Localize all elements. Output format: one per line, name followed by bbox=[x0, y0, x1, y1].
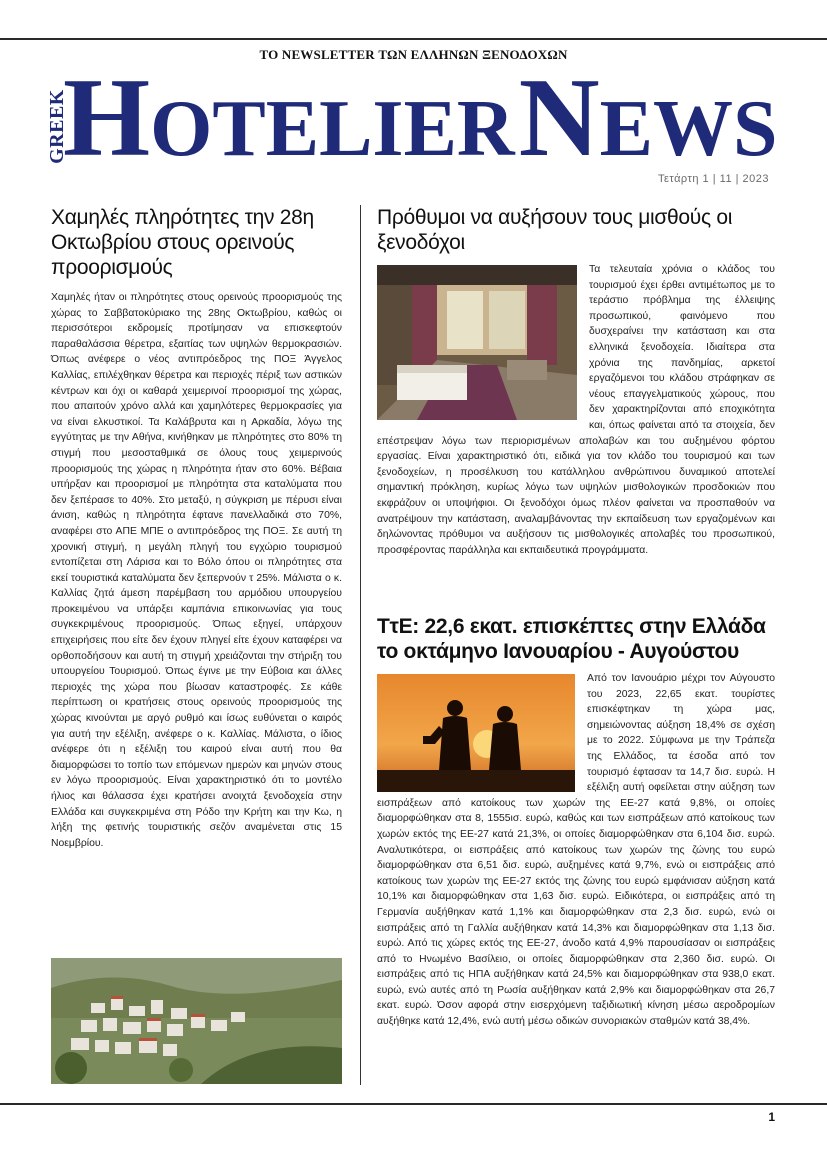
masthead: HOTELIER NEWS bbox=[63, 56, 778, 180]
article1-body: Χαμηλές ήταν οι πληρότητες στους ορεινούς προορισμούς της χώρας το Σαββατοκύριακο της 28ης Οκτωβρίου, καθώς οι περισσότεροι εκδρομείς προτίμησαν να επισκεφτούν παραθαλάσσια θέρετρα, εξαιτίας των υψηλών θερμοκρασιών. Όπως ανέφερε ο νέος αντιπρόεδρος της ΠΟΞ Άγγελος Καλλίας, επιλέχθηκαν θέρετρα και περιοχές πέριξ των αστικών κέντρων και όχι οι καθαρά χειμερινοί προορισμοί της χώρας, που απαιτούν χρόνο αλλά και χαμηλότερες θερμοκρασίες για να είναι ελκυστικοί. Τα Καλάβρυτα και η Αρκαδία, λόγω της εγγύτητας με την Αθήνα, κινήθηκαν με πληρότητες στο 80% τη στιγμή που μεσοσταθμικά σε όλους τους χειμερινούς προορισμούς της χώρας η πληρότητα ήταν στο 60%. Βέβαια υπήρξαν και προορισμοί με πληρότητα στα καταλύματα που δεν ξεπέρασε το 40%. Στο μεταξύ, η σύγκριση με πέρυσι είναι άνιση, καθώς η πληρότητα έφτανε πανελλαδικά στο 70%, αναφέρει στο ΑΠΕ ΜΠΕ ο αντιπρόεδρος της ΠΟΞ. Σε αυτή τη χρονική στιγμή, η μεγάλη πληγή του εγχώριο τουρισμού εντοπίζεται στη Λάρισα και το Βόλο όπου οι πληρότητες στα εκεί τουριστικά καταλύματα δεν ξεπερνούν τ 25%. Μάλιστα ο κ. Καλλίας ζητά άμεση παρέμβαση του αρμόδιου υπουργείου προκειμένου να υπάρξει καμπάνια επικοινωνίας για τους συγκεκριμένους προορισμούς. Όπως εξηγεί, υπάρχουν επιχειρήσεις που είτε δεν έχουν πληγεί είτε έχουν καταφέρει να ορθοποδήσουν και αυτή τη στιγμή χρειάζονται την στήριξη του υπουργείου Τουρισμού. Όπως έγινε με την Εύβοια και άλλες περιοχές της χώρα που βίωσαν καταστροφές. Σε κάθε περίπτωση οι κρατήσεις στους ορεινούς προορισμούς της χώρας κινούνται με αργό ρυθμό και ίσως ευθύνεται ο καιρός για αυτή την εξέλιξη, ανέφερε ο κ. Καλλίας. Μάλιστα, ο ίδιος ανέφερε ότι η εξέλιξη του καιρού είναι αυτή που θα διαμορφώσει το τοπίο των επόμενων ημερών και μηνών στους εν λόγω προορισμούς. Είναι χαρακτηριστικό ότι το μοντέλο ήλιος και θάλασσα έχει κρατήσει ανοιχτά ξενοδοχεία στην Ελλάδα και συγκεκριμένα στη Ρόδο την Κρήτη και την Κω, η λήξη της φετινής τουριστικής σεζόν αναμένεται στις 15 Νοεμβρίου. bbox=[51, 292, 342, 849]
column-divider bbox=[360, 205, 361, 1085]
article2-title: Πρόθυμοι να αυξήσουν τους μισθούς οι ξενοδόχοι bbox=[377, 206, 733, 254]
article-salaries bbox=[377, 205, 775, 255]
masthead-greek: GREEK bbox=[45, 89, 68, 164]
issue-date: Τετάρτη 1 | 11 | 2023 bbox=[657, 173, 769, 185]
article2-body: Τα τελευταία χρόνια ο κλάδος του τουρισμού έχει έρθει αντιμέτωπος με το τεράστιο πρόβλημα της έλλειψης προσωπικού, φαινόμενο που δυσχεραίνει την κατάσταση και στα ελληνικά ξενοδοχεία. Ιδιαίτερα στα χρόνια της πανδημίας, αρκετοί εργαζόμενοι του κλάδου στράφηκαν σε νέους επαγγελματικούς χώρους, που δεν χαρακτηρίζονται από εποχικότητα και, όπως φαίνεται από τα στοιχεία, δεν επέστρεψαν λόγω των περιορισμένων απολαβών και του αυξημένου φόρτου εργασίας. Είναι χαρακτηριστικό ότι, ειδικά για τον κλάδο του τουρισμού και των ξενοδοχείων, η προσέλκυση του κατάλληλου ανθρώπινου δυναμικού αποτελεί σημαντική πρόκληση, κυρίως λόγω των υψηλών μισθολογικών προσδοκιών που εκφράζουν οι υποψήφιοι. Οι ξενοδόχοι όμως πλέον φαίνεται να προσπαθούν να ανατρέψουν την κατάσταση, αναλαμβάνοντας την εκπαίδευση των εργαζομένων και δηλώνοντας πρόθυμοι να αυξήσουν τις μισθολογικές απολαβές του προσωπικού, προσφέροντας παράλληλα και εκπαιδευτικά προγράμματα. bbox=[377, 264, 775, 556]
article-tourism-stats bbox=[377, 614, 775, 664]
village-photo bbox=[51, 958, 342, 1084]
article1-title: Χαμηλές πληρότητες την 28η Οκτωβρίου στους ορεινούς προορισμούς bbox=[51, 206, 314, 279]
article3-body: Από τον Ιανουάριο μέχρι τον Αύγουστο του 2023, 22,65 εκατ. τουρίστες επισκέφτηκαν τη χώρα μας, σημειώνοντας αύξηση 18,4% σε σχέση με το 2022. Σύμφωνα με την Τράπεζα της Ελλάδος, τα έσοδα από τον τουρισμό έφτασαν τα 14,7 δισ. ευρώ. Η εξέλιξη αυτή οφείλεται στην αύξηση των εισπράξεων από κατοίκους των χωρών της ΕΕ-27 κατά 9,8%, οι οποίες διαμορφώθηκαν στα 8, 1555ισ. ευρώ, καθώς και των εισπράξεων από κατοίκους των χωρών εκτός της ΕΕ-27 κατά 21,3%, οι οποίες διαμορφώθηκαν στα 6,104 δισ. ευρώ. Αναλυτικότερα, οι εισπράξεις από κατοίκους των χωρών της ζώνης του ευρώ διαμορφώθηκαν στα 6,51 δισ. ευρώ, αυξημένες κατά 9,7%, ενώ οι εισπράξεις από κατοίκους των χωρών της ΕΕ-27 εκτός της ζώνης του ευρώ εμφάνισαν αύξηση κατά 10,1% και διαμορφώθηκαν στα 1,63 δισ. ευρώ. Ειδικότερα, οι εισπράξεις από τη Γερμανία αυξήθηκαν κατά 1,1% και διαμορφώθηκαν στα 2,3 δισ. ευρώ, ενώ οι εισπράξεις από τη Γαλλία αυξήθηκαν κατά 14,3% και διαμορφώθηκαν στα 1,13 δισ. ευρώ. Από τις χώρες εκτός της ΕΕ-27, άνοδο κατά 4,9% παρουσίασαν οι εισπράξεις από το Ηνωμένο Βασίλειο, οι οποίες διαμορφώθηκαν στα 2,360 δισ. ευρώ. Οι εισπράξεις από τις ΗΠΑ αυξήθηκαν κατά 24,5% και διαμορφώθηκαν στα 938,0 εκατ. ευρώ, ενώ αυτές από τη Ρωσία αυξήθηκαν κατά 2,9% και διαμορφώθηκαν στα 26,7 εκατ. ευρώ. Όσον αφορά στην εισερχόμενη ταξιδιωτική κίνηση μέσω αεροδρομίων αυξήθηκε κατά 12,4%, ενώ αυτή μέσω οδικών συνοριακών σταθμών κατά 38,4%. bbox=[377, 673, 775, 1028]
bottom-rule bbox=[0, 1103, 827, 1105]
newsletter-tagline: ΤΟ NEWSLETTER ΤΩΝ ΕΛΛΗΝΩΝ ΞΕΝΟΔΟΧΩΝ bbox=[259, 47, 568, 62]
article3-title: ΤτΕ: 22,6 εκατ. επισκέπτες στην Ελλάδα το οκτάμηνο Ιανουαρίου - Αυγούστου bbox=[377, 615, 766, 663]
top-rule bbox=[0, 38, 827, 40]
article-left bbox=[51, 205, 342, 851]
page-number: 1 bbox=[768, 1110, 775, 1124]
